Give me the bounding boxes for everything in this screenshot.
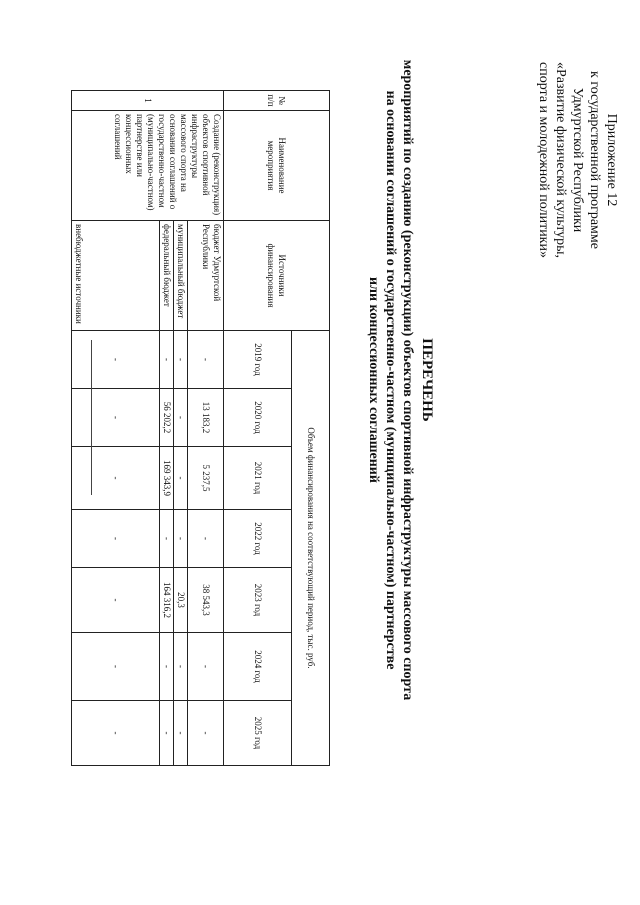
value-cell: 169 343,9 <box>160 447 174 510</box>
source-label: федеральный бюджет <box>160 221 174 331</box>
year-header: 2021 год <box>224 447 292 510</box>
year-header: 2024 год <box>224 633 292 701</box>
appendix-header <box>535 30 620 290</box>
value-cell: - <box>174 331 188 389</box>
header-name: Наименование мероприятия <box>224 111 330 221</box>
header-volume: Объем финансирования на соответствующий период, тыс. руб. <box>292 331 330 766</box>
row-name: Создание (реконструкция) объектов спортивной инфраструктуры массового спорта на основании соглашений о государственно-частном (муниципально-частном) партнерстве или концессионных соглашений <box>72 111 224 221</box>
year-header: 2022 год <box>224 510 292 568</box>
appendix-line: к государственной программе <box>587 71 602 249</box>
value-cell: 5 237,5 <box>188 447 224 510</box>
header-num: № п/п <box>224 91 330 111</box>
value-cell: 56 202,2 <box>160 389 174 447</box>
value-cell: - <box>188 633 224 701</box>
value-cell: - <box>72 510 160 568</box>
source-label: бюджет Удмуртской Республики <box>188 221 224 331</box>
value-cell: - <box>174 447 188 510</box>
value-cell: - <box>72 389 160 447</box>
year-header: 2019 год <box>224 331 292 389</box>
appendix-line: Удмуртской Республики <box>570 87 585 233</box>
source-label: муниципальный бюджет <box>174 221 188 331</box>
value-cell: - <box>72 331 160 389</box>
value-cell: - <box>174 633 188 701</box>
value-cell: - <box>160 633 174 701</box>
value-cell: - <box>160 331 174 389</box>
value-cell: - <box>188 331 224 389</box>
appendix-line: спорта и молодежной политики» <box>536 62 551 258</box>
year-header: 2020 год <box>224 389 292 447</box>
value-cell: - <box>160 701 174 766</box>
document-title <box>365 40 435 720</box>
title-line: на основании соглашений о государственно-частном (муниципально-частном) партнерстве <box>383 90 398 670</box>
table-header-row <box>292 91 330 766</box>
title-heading: ПЕРЕЧЕНЬ <box>419 338 435 422</box>
value-cell: - <box>72 701 160 766</box>
title-line: или концессионных соглашений <box>366 277 381 483</box>
value-cell: - <box>174 701 188 766</box>
value-cell: - <box>160 510 174 568</box>
footer-rule <box>91 340 92 495</box>
value-cell: - <box>72 447 160 510</box>
table-row <box>188 91 224 766</box>
value-cell: - <box>188 510 224 568</box>
header-source: Источники финансирования <box>224 221 330 331</box>
value-cell: 164 316,2 <box>160 568 174 633</box>
value-cell: - <box>174 510 188 568</box>
value-cell: - <box>72 568 160 633</box>
year-header: 2023 год <box>224 568 292 633</box>
value-cell: 20,3 <box>174 568 188 633</box>
financing-table <box>71 90 330 766</box>
value-cell: - <box>174 389 188 447</box>
appendix-line: «Развитие физической культуры, <box>553 61 568 259</box>
year-header: 2025 год <box>224 701 292 766</box>
title-line: мероприятий по созданию (реконструкции) объектов спортивной инфраструктуры массового спорта <box>400 59 415 701</box>
value-cell: - <box>188 701 224 766</box>
value-cell: 13 183,2 <box>188 389 224 447</box>
row-num: 1 <box>72 91 224 111</box>
value-cell: 38 543,3 <box>188 568 224 633</box>
value-cell: - <box>72 633 160 701</box>
appendix-line: Приложение 12 <box>604 113 619 207</box>
source-label: внебюджетные источники <box>72 221 160 331</box>
